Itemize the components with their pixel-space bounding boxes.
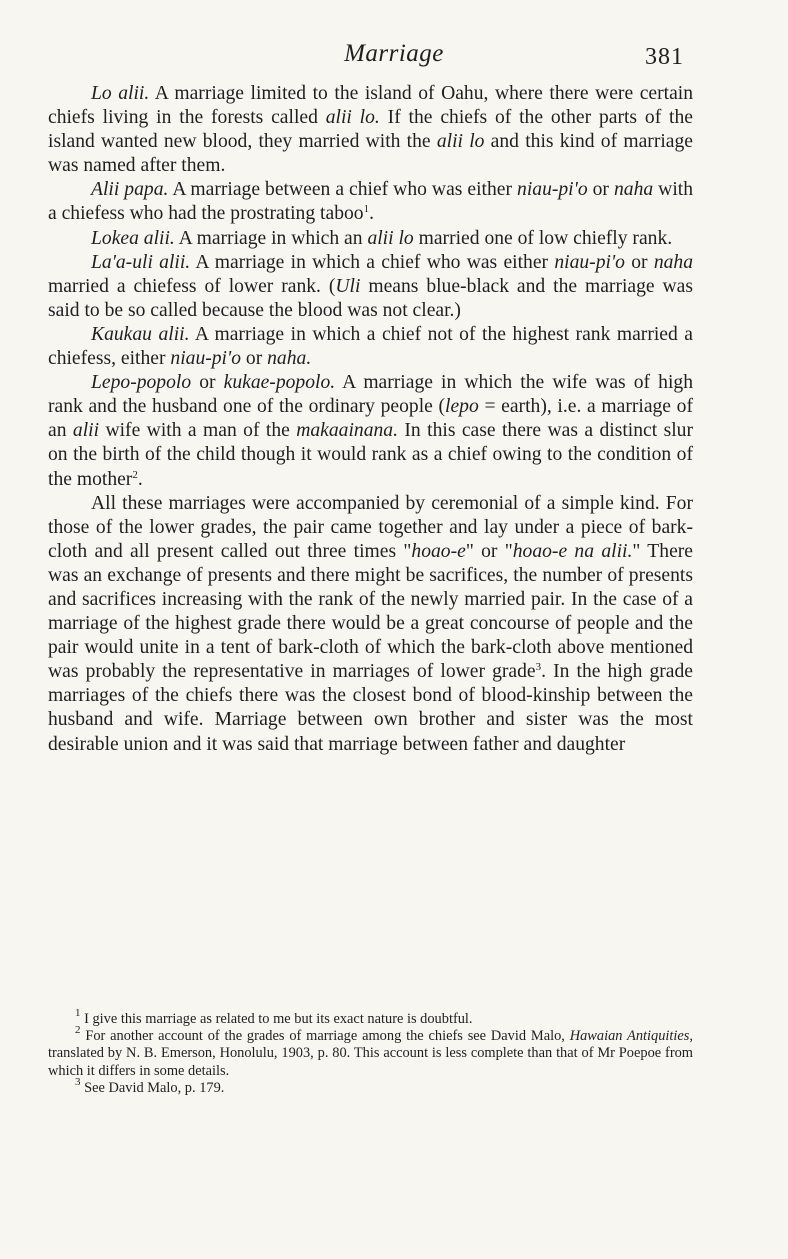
term: Lepo-popolo xyxy=(91,372,192,394)
footnote-ref-2: 2 xyxy=(132,468,138,481)
page-header xyxy=(0,40,788,74)
paragraph-laa-uli-alii: La'a-uli alii. A marriage in which a chief who was either niau-pi'o or naha married a chiefess of lower rank. (Uli means blue-black and the marriage was said to be so called because the blood was not clear.) xyxy=(48,251,693,321)
paragraph-lo-alii: Lo alii. A marriage limited to the island of Oahu, where there were certain chiefs living in the forests called alii lo. If the chiefs of the other parts of the island wanted new blood, they married with the alii lo and this kind of marriage was named after them. xyxy=(48,83,694,177)
running-title: Marriage xyxy=(344,40,444,67)
footnote-1: $^1$ I give this marriage as related to me but its exact nature is doubtful. xyxy=(75,1007,473,1027)
paragraph-ceremonial: All these marriages were accompanied by ceremonial of a simple kind. For those of the lower grades, the pair came together and lay under a piece of bark-cloth and all present called out three times "hoao-e" or "hoao-e na alii." There was an exchange of presents and there might be sacrifices, the number of presents and sacrifices increasing with the rank of the newly married pair. In the case of a marriage of the highest grade there would be a great concourse of people and the pair would unite in a tent of bark-cloth of which the bark-cloth above mentioned was probably the representative in marriages of lower grade$^3$. In the high grade marriages of the chiefs there was the closest bond of blood-kinship between the husband and wife. Marriage between own brother and sister was the most desirable union and it was said that marriage between father and daughter xyxy=(48,492,693,755)
term: Kaukau alii. xyxy=(91,323,190,345)
paragraph-alii-papa: Alii papa. A marriage between a chief who was either niau-pi'o or naha with a chiefess who had the prostrating taboo$^1$. xyxy=(48,179,693,225)
footnotes xyxy=(48,1007,693,1097)
term: Lo alii. xyxy=(91,83,150,104)
paragraph-lepo-popolo: Lepo-popolo or kukae-popolo. A marriage in which the wife was of high rank and the husband one of the ordinary people (lepo = earth), i.e. a marriage of an alii wife with a man of the makaainana. In this case there was a distinct slur on the birth of the child though it would rank as a chief owing to the condition of the mother$^2$. xyxy=(48,372,693,490)
footnote-3: $^3$ See David Malo, p. 179. xyxy=(75,1075,225,1096)
footnote-ref-3: 3 xyxy=(535,661,542,674)
term: Alii papa. xyxy=(91,179,169,201)
term: Lokea alii. xyxy=(91,227,175,249)
footnote-2: $^2$ For another account of the grades of marriage among the chiefs see David Malo, Hawaian Antiquities, translated by N. B. Emerson, Honolulu, 1903, p. 80. This account is less complete than that of Mr Poepoe from which it differs in some details. xyxy=(48,1024,693,1079)
term: La'a-uli alii. xyxy=(91,251,191,273)
page-number: 381 xyxy=(645,44,684,70)
paragraph-kaukau-alii: Kaukau alii. A marriage in which a chief not of the highest rank married a chiefess, either niau-pi'o or naha. xyxy=(48,323,693,370)
body-text xyxy=(48,82,693,757)
paragraph-lokea-alii: Lokea alii. A marriage in which an alii lo married one of low chiefly rank. xyxy=(91,227,673,249)
footnote-ref-1: 1 xyxy=(363,203,370,216)
